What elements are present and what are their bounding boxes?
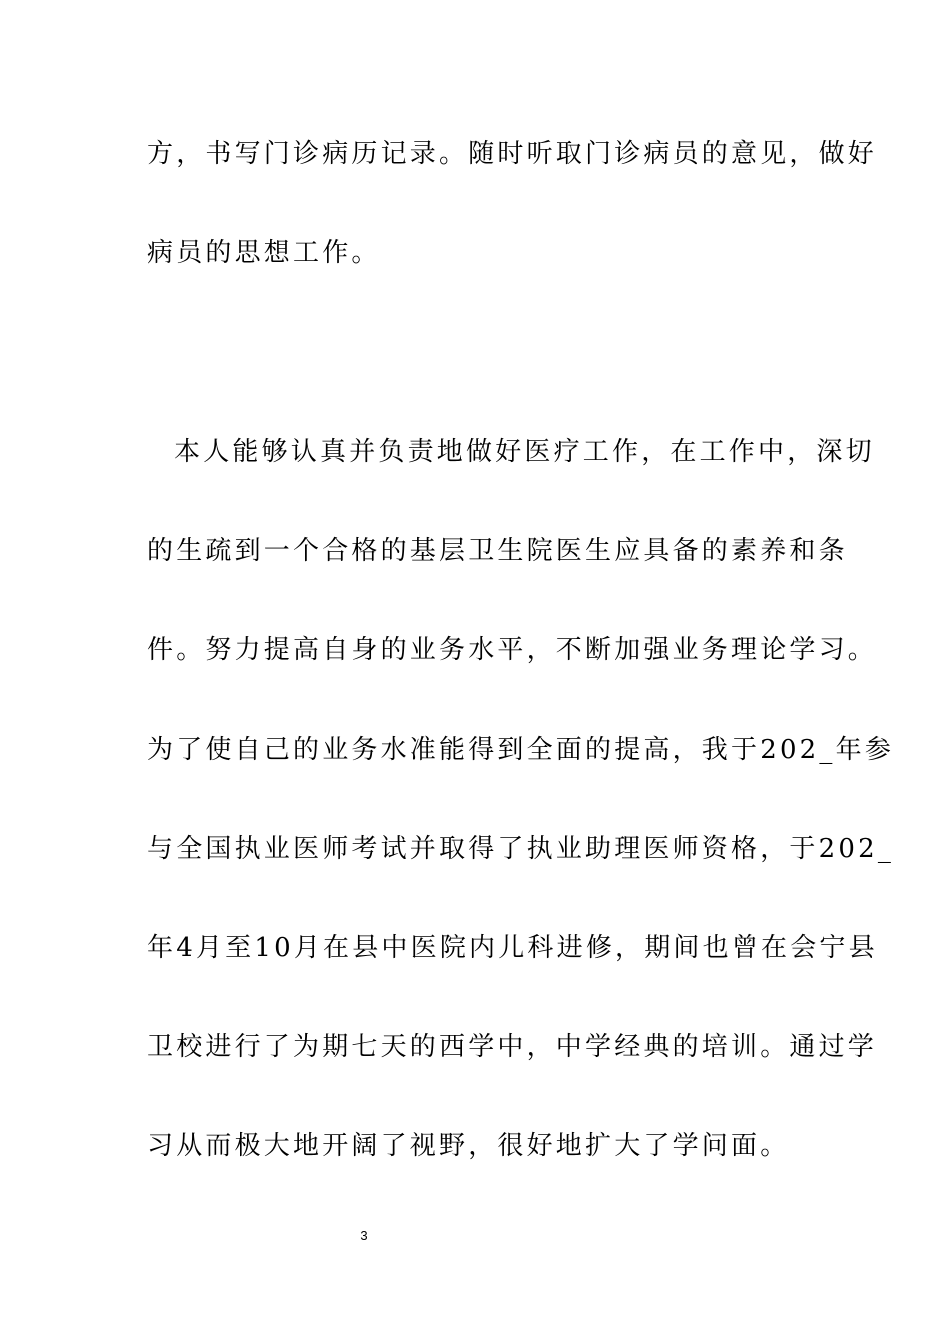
page-number: 3 — [360, 1228, 368, 1243]
paragraph-1-line-2: 病员的思想工作。 — [147, 238, 381, 268]
paragraph-2-line-7: 卫校进行了为期七天的西学中，中学经典的培训。通过学 — [147, 1032, 878, 1062]
paragraph-2-line-4: 为了使自己的业务水准能得到全面的提高，我于202_年参 — [147, 735, 895, 765]
paragraph-2-line-1: 本人能够认真并负责地做好医疗工作，在工作中，深切 — [174, 437, 875, 467]
paragraph-2-line-6: 年4月至10月在县中医院内儿科进修，期间也曾在会宁县 — [147, 933, 878, 963]
paragraph-2-line-3: 件。努力提高自身的业务水平，不断加强业务理论学习。 — [147, 635, 878, 665]
paragraph-2-line-2: 的生疏到一个合格的基层卫生院医生应具备的素养和条 — [147, 536, 848, 566]
paragraph-2-line-8: 习从而极大地开阔了视野，很好地扩大了学问面。 — [147, 1131, 790, 1161]
paragraph-2-line-5: 与全国执业医师考试并取得了执业助理医师资格，于202_ — [147, 834, 895, 864]
paragraph-1-line-1: 方，书写门诊病历记录。随时听取门诊病员的意见，做好 — [147, 139, 878, 169]
